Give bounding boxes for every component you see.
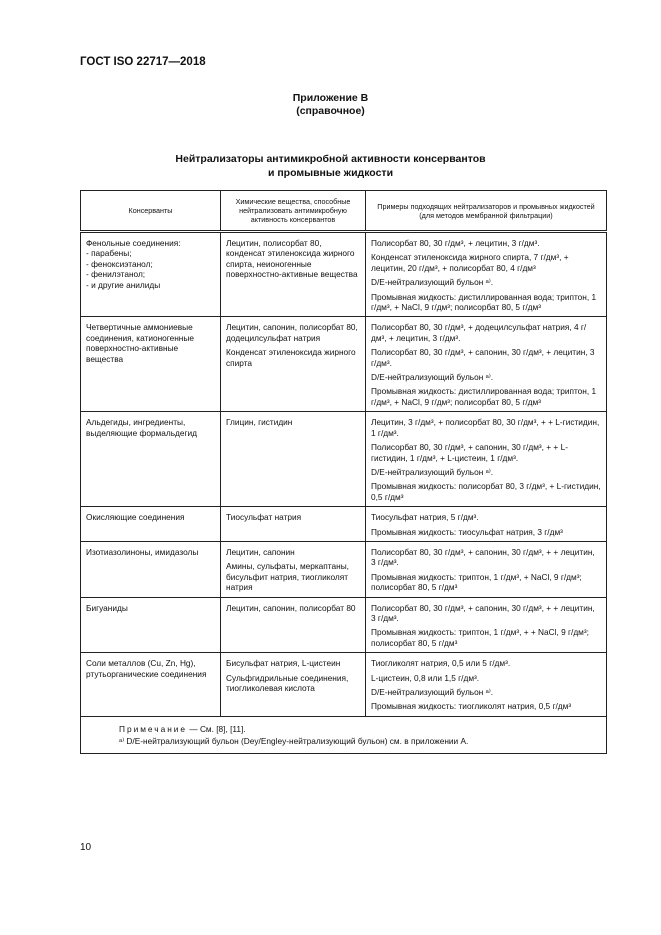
cell-preservative-line: Альдегиды, ингредиенты, выделяющие формальдегид <box>86 417 197 438</box>
appendix-subtitle: (справочное) <box>296 105 365 117</box>
cell-chemicals <box>221 597 366 653</box>
page-number: 10 <box>80 842 92 853</box>
cell-examples-line: Промывная жидкость: дистиллированная вода; триптон, 1 г/дм³, + NaCl, 9 г/дм³; полисорбат 80, 5 г/дм³ <box>371 386 597 407</box>
cell-chemicals <box>221 653 366 717</box>
cell-preservative <box>81 232 221 317</box>
cell-examples <box>366 232 607 317</box>
cell-chemicals <box>221 232 366 317</box>
cell-examples-line: D/E-нейтрализующий бульон ᵃ⁾. <box>371 466 494 477</box>
document-header: ГОСТ ISO 22717—2018 <box>80 56 206 68</box>
cell-preservative-line: Фенольные соединения: <box>86 238 181 248</box>
cell-preservative-line: Бигуаниды <box>86 602 128 613</box>
cell-preservative-line: Четвертичные аммониевые соединения, катионогенные поверхностно-активные вещества <box>86 322 194 364</box>
cell-chemicals-line: Лецитин, сапонин, полисорбат 80, додецилсульфат натрия <box>226 322 358 343</box>
note-text: — См. [8], [11]. <box>187 723 246 734</box>
cell-chemicals-line: Лецитин, полисорбат 80, конденсат этиленоксида жирного спирта, неионогенные поверхностно-активные вещества <box>226 238 358 280</box>
cell-examples-line: Промывная жидкость: тиосульфат натрия, 3 г/дм³ <box>371 526 563 537</box>
cell-chemicals <box>221 412 366 507</box>
cell-chemicals-line: Лецитин, сапонин, полисорбат 80 <box>226 602 356 613</box>
cell-examples <box>366 541 607 597</box>
cell-examples <box>366 412 607 507</box>
cell-chemicals-line: Сульфгидрильные соединения, тиогликолевая кислота <box>226 672 349 693</box>
footnote-a: ᵃ⁾ D/E-нейтрализующий бульон (Dey/Engley-нейтрализующий бульон) см. в приложении А. <box>119 735 469 746</box>
cell-examples-line: Тиогликолят натрия, 0,5 или 5 г/дм³. <box>371 658 511 669</box>
cell-examples-line: D/E-нейтрализующий бульон ᵃ⁾. <box>371 687 494 697</box>
column-header-examples: Примеры подходящих нейтрализаторов и промывных жидкостей (для методов мембранной фильтрации) <box>366 191 607 232</box>
cell-examples-line: Промывная жидкость: полисорбат 80, 3 г/дм³, + L-гистидин, 0,5 г/дм³ <box>371 481 601 502</box>
cell-chemicals-line: Конденсат этиленоксида жирного спирта <box>226 347 356 368</box>
cell-preservative-line: - парабены; <box>86 248 132 259</box>
cell-preservative <box>81 507 221 542</box>
table-title <box>0 152 661 180</box>
cell-preservative-line: Окисляющие соединения <box>86 512 185 523</box>
note-label: Примечание <box>119 723 188 734</box>
cell-chemicals-line: Тиосульфат натрия <box>226 512 302 523</box>
neutralizers-table <box>80 190 607 754</box>
cell-preservative-line: Соли металлов (Cu, Zn, Hg), ртутьорганические соединения <box>86 658 207 679</box>
cell-preservative-line: - и другие анилиды <box>86 279 161 290</box>
cell-preservative-line: Изотиазолиноны, имидазолы <box>86 546 199 557</box>
cell-examples-line: Промывная жидкость: триптон, 1 г/дм³, + + NaCl, 9 г/дм³; полисорбат 80, 5 г/дм³ <box>371 627 589 648</box>
cell-examples <box>366 597 607 653</box>
table-row <box>81 653 607 717</box>
table-body <box>81 232 607 717</box>
table-notes <box>81 716 607 753</box>
note-line <box>119 723 598 735</box>
cell-examples-line: D/E-нейтрализующий бульон ᵃ⁾. <box>371 277 494 288</box>
table-row <box>81 232 607 317</box>
table-row <box>81 597 607 653</box>
cell-chemicals <box>221 317 366 412</box>
cell-examples-line: Полисорбат 80, 30 г/дм³, + сапонин, 30 г/дм³, + + лецитин, 3 г/дм³. <box>371 602 595 623</box>
cell-chemicals <box>221 541 366 597</box>
cell-examples-line: Конденсат этиленоксида жирного спирта, 7 г/дм³, + лецитин, 20 г/дм³, + полисорбат 80, 4 г/дм³ <box>371 252 569 273</box>
column-header-preservatives: Консерванты <box>81 191 221 232</box>
cell-preservative <box>81 597 221 653</box>
cell-preservative-line: - феноксиэтанол; <box>86 258 153 269</box>
cell-chemicals-line: Глицин, гистидин <box>226 417 293 428</box>
table-row <box>81 541 607 597</box>
cell-examples <box>366 653 607 717</box>
table-row <box>81 317 607 412</box>
column-header-chemicals: Химические вещества, способные нейтрализовать антимикробную активность консервантов <box>221 191 366 232</box>
cell-examples-line: Промывная жидкость: дистиллированная вода; триптон, 1 г/дм³, + NaCl, 9 г/дм³; полисорбат 80, 5 г/дм³ <box>371 291 597 313</box>
cell-examples-line: Тиосульфат натрия, 5 г/дм³. <box>371 512 479 523</box>
cell-preservative <box>81 412 221 507</box>
table-notes-row <box>81 716 607 753</box>
table-row <box>81 412 607 507</box>
cell-examples-line: Полисорбат 80, 30 г/дм³, + лецитин, 3 г/дм³. <box>371 238 540 248</box>
cell-preservative <box>81 541 221 597</box>
cell-examples <box>366 317 607 412</box>
cell-chemicals-line: Бисульфат натрия, L-цистеин <box>226 658 341 669</box>
table-row <box>81 507 607 542</box>
cell-preservative <box>81 653 221 717</box>
cell-examples-line: Полисорбат 80, 30 г/дм³, + сапонин, 30 г/дм³, + + лецитин, 3 г/дм³. <box>371 546 595 568</box>
cell-chemicals-line: Лецитин, сапонин <box>226 546 295 557</box>
cell-examples <box>366 507 607 542</box>
cell-examples-line: Промывная жидкость: триптон, 1 г/дм³, + NaCl, 9 г/дм³; полисорбат 80, 5 г/дм³ <box>371 571 582 593</box>
cell-preservative-line: - фенилэтанол; <box>86 269 146 280</box>
cell-examples-line: Промывная жидкость: тиогликолят натрия, 0,5 г/дм³ <box>371 701 572 712</box>
cell-examples-line: L-цистеин, 0,8 или 1,5 г/дм³. <box>371 672 480 683</box>
cell-examples-line: Полисорбат 80, 30 г/дм³, + сапонин, 30 г/дм³, + + L-гистидин, 1 г/дм³, + L-цистеин, 1 г/дм³. <box>371 442 568 463</box>
cell-chemicals <box>221 507 366 542</box>
table-title-line1: Нейтрализаторы антимикробной активности консервантов <box>175 153 486 165</box>
cell-preservative <box>81 317 221 412</box>
table-title-line2: и промывные жидкости <box>267 167 394 179</box>
cell-examples-line: Полисорбат 80, 30 г/дм³, + сапонин, 30 г/дм³, + лецитин, 3 г/дм³. <box>371 347 595 368</box>
table-header-row <box>81 191 607 232</box>
appendix-title: Приложение В <box>292 92 369 104</box>
cell-examples-line: Полисорбат 80, 30 г/дм³, + додецилсульфат натрия, 4 г/дм³, + лецитин, 3 г/дм³. <box>371 322 587 343</box>
cell-chemicals-line: Амины, сульфаты, меркаптаны, бисульфит натрия, тиогликолят натрия <box>226 561 349 593</box>
cell-examples-line: Лецитин, 3 г/дм³, + полисорбат 80, 30 г/дм³, + + L-гистидин, 1 г/дм³. <box>371 417 600 438</box>
appendix-heading <box>0 92 661 118</box>
cell-examples-line: D/E-нейтрализующий бульон ᵃ⁾. <box>371 372 494 383</box>
